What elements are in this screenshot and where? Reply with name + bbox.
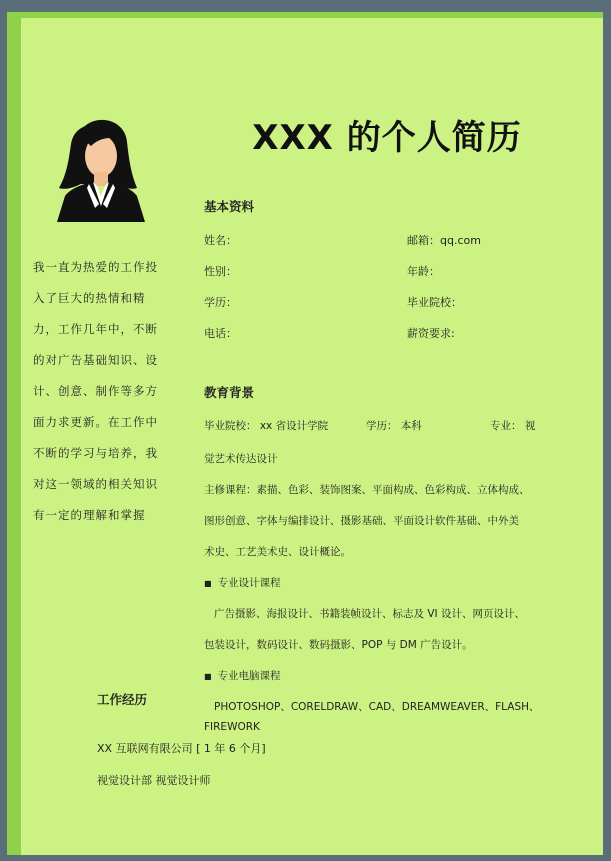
self-introduction: 我一直为热爱的工作投入了巨大的热情和精力，工作几年中，不断的对广告基础知识、设计、创意、制作等多方面力求更新。在工作中不断的学习与培养，我对这一领域的相关知识有一定的理解和掌握 xyxy=(33,260,158,522)
basic-info-row xyxy=(204,263,544,294)
computer-course-line: FIREWORK xyxy=(204,721,260,733)
graduated-school-label: 毕业院校： xyxy=(407,296,462,309)
major-continuation: 觉艺术传达设计 xyxy=(204,453,278,465)
email-label: 邮箱：qq.com xyxy=(407,234,481,247)
basic-info-heading: 基本资料 xyxy=(204,199,255,214)
basic-info-row xyxy=(204,232,544,263)
bullet-icon: ■ xyxy=(204,672,212,681)
major-text: 专业： 视 xyxy=(490,420,536,432)
gender-label: 性别： xyxy=(204,265,237,278)
resume-title: XXX 的个人简历 xyxy=(252,118,522,158)
education-heading: 教育背景 xyxy=(204,385,255,400)
name-label: 姓名： xyxy=(204,234,237,247)
education-body xyxy=(204,418,546,737)
education-level-label: 学历： xyxy=(204,296,237,309)
work-company: XX 互联网有限公司 [ 1 年 6 个月] xyxy=(97,742,266,755)
work-experience-heading: 工作经历 xyxy=(97,692,148,707)
pro-design-course-line: 广告摄影、海报设计、书籍装帧设计、标志及 VI 设计、网页设计、 xyxy=(214,608,525,620)
bullet-icon: ■ xyxy=(204,579,212,588)
pro-design-course-line: 包装设计，数码设计、数码摄影、POP 与 DM 广告设计。 xyxy=(204,639,473,651)
degree-text: 学历： 本科 xyxy=(366,420,422,432)
school-text: 毕业院校： xx 省设计学院 xyxy=(204,420,329,432)
courses-line: 主修课程：素描、色彩、装饰图案、平面构成、色彩构成、立体构成、 xyxy=(204,484,530,496)
resume-page xyxy=(7,12,603,855)
salary-label: 薪资要求: xyxy=(407,327,455,340)
computer-course-title xyxy=(204,666,546,697)
courses-line: 图形创意、字体与编排设计、摄影基础、平面设计软件基础、中外美 xyxy=(204,515,519,527)
basic-info-row xyxy=(204,325,544,356)
pro-design-course-label: 专业设计课程 xyxy=(217,577,281,589)
computer-course-label: 专业电脑课程 xyxy=(217,670,281,682)
left-accent-bar xyxy=(7,18,21,855)
basic-info-grid xyxy=(204,232,544,356)
pro-design-course-title xyxy=(204,573,546,604)
education-summary-row xyxy=(204,418,546,449)
age-label: 年龄： xyxy=(407,265,440,278)
work-department: 视觉设计部 视觉设计师 xyxy=(97,774,211,787)
phone-label: 电话： xyxy=(204,327,237,340)
avatar xyxy=(51,116,147,222)
basic-info-row xyxy=(204,294,544,325)
courses-line: 术史、工艺美术史、设计概论。 xyxy=(204,546,351,558)
computer-course-line: PHOTOSHOP、CORELDRAW、CAD、DREAMWEAVER、FLASH、 xyxy=(214,701,540,713)
